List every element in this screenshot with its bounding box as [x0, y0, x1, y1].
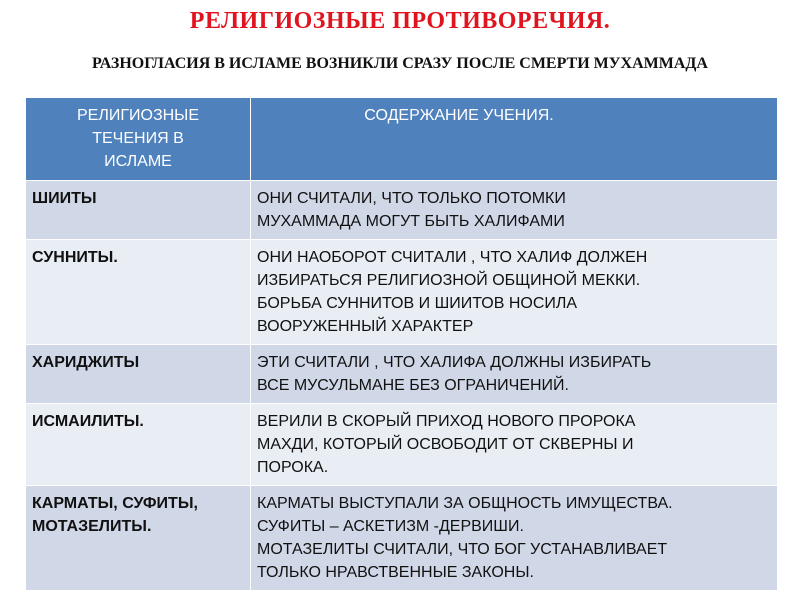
description-line: ПОРОКА. — [257, 459, 329, 476]
sects-table — [25, 97, 778, 591]
description-line: ОНИ НАОБОРОТ СЧИТАЛИ , ЧТО ХАЛИФ ДОЛЖЕН — [257, 249, 648, 266]
header-teaching-label: СОДЕРЖАНИЕ УЧЕНИЯ. — [364, 107, 554, 124]
header-sects-line: РЕЛИГИОЗНЫЕ — [76, 107, 199, 124]
sect-name-line: СУННИТЫ. — [32, 249, 118, 266]
description-line: ТОЛЬКО НРАВСТВЕННЫЕ ЗАКОНЫ. — [257, 564, 534, 581]
description-line: МОТАЗЕЛИТЫ СЧИТАЛИ, ЧТО БОГ УСТАНАВЛИВАЕТ — [257, 541, 668, 558]
sect-name — [26, 404, 251, 486]
description-line: ВООРУЖЕННЫЙ ХАРАКТЕР — [257, 318, 474, 335]
description-line: ОНИ СЧИТАЛИ, ЧТО ТОЛЬКО ПОТОМКИ — [257, 190, 566, 207]
sect-name-line: ШИИТЫ — [32, 190, 97, 207]
sect-description — [251, 345, 778, 404]
sect-description — [251, 240, 778, 345]
sect-name-line: ХАРИДЖИТЫ — [32, 354, 140, 371]
description-line: МАХДИ, КОТОРЫЙ ОСВОБОДИТ ОТ СКВЕРНЫ И — [257, 436, 634, 453]
header-sects-line: ИСЛАМЕ — [104, 153, 172, 170]
description-line: МУХАММАДА МОГУТ БЫТЬ ХАЛИФАМИ — [257, 213, 565, 230]
sect-description — [251, 486, 778, 591]
sect-description — [251, 404, 778, 486]
sect-name-line: ИСМАИЛИТЫ. — [32, 413, 144, 430]
sect-name-line: МОТАЗЕЛИТЫ. — [32, 518, 152, 535]
description-line: ЭТИ СЧИТАЛИ , ЧТО ХАЛИФА ДОЛЖНЫ ИЗБИРАТЬ — [257, 354, 652, 371]
description-line: ВСЕ МУСУЛЬМАНЕ БЕЗ ОГРАНИЧЕНИЙ. — [257, 377, 569, 394]
table-row — [26, 404, 778, 486]
description-line: ИЗБИРАТЬСЯ РЕЛИГИОЗНОЙ ОБЩИНОЙ МЕККИ. — [257, 272, 641, 289]
slide-title: РЕЛИГИОЗНЫЕ ПРОТИВОРЕЧИЯ. — [189, 8, 611, 34]
sect-name-line: КАРМАТЫ, СУФИТЫ, — [32, 495, 198, 512]
description-line: КАРМАТЫ ВЫСТУПАЛИ ЗА ОБЩНОСТЬ ИМУЩЕСТВА. — [257, 495, 673, 512]
description-line: БОРЬБА СУННИТОВ И ШИИТОВ НОСИЛА — [257, 295, 578, 312]
table-row — [26, 240, 778, 345]
description-line: СУФИТЫ – АСКЕТИЗМ -ДЕРВИШИ. — [257, 518, 524, 535]
header-teaching — [251, 98, 778, 181]
table-row — [26, 345, 778, 404]
table-row — [26, 486, 778, 591]
description-line: ВЕРИЛИ В СКОРЫЙ ПРИХОД НОВОГО ПРОРОКА — [257, 413, 636, 430]
sect-name — [26, 240, 251, 345]
sect-name — [26, 486, 251, 591]
header-sects-line: ТЕЧЕНИЯ В — [92, 130, 184, 147]
slide-subtitle: РАЗНОГЛАСИЯ В ИСЛАМЕ ВОЗНИКЛИ СРАЗУ ПОСЛЕ СМЕРТИ МУХАММАДА — [92, 55, 708, 72]
header-sects — [26, 98, 251, 181]
table-row — [26, 181, 778, 240]
table-header-row — [26, 98, 778, 181]
sect-name — [26, 345, 251, 404]
sect-name — [26, 181, 251, 240]
sect-description — [251, 181, 778, 240]
